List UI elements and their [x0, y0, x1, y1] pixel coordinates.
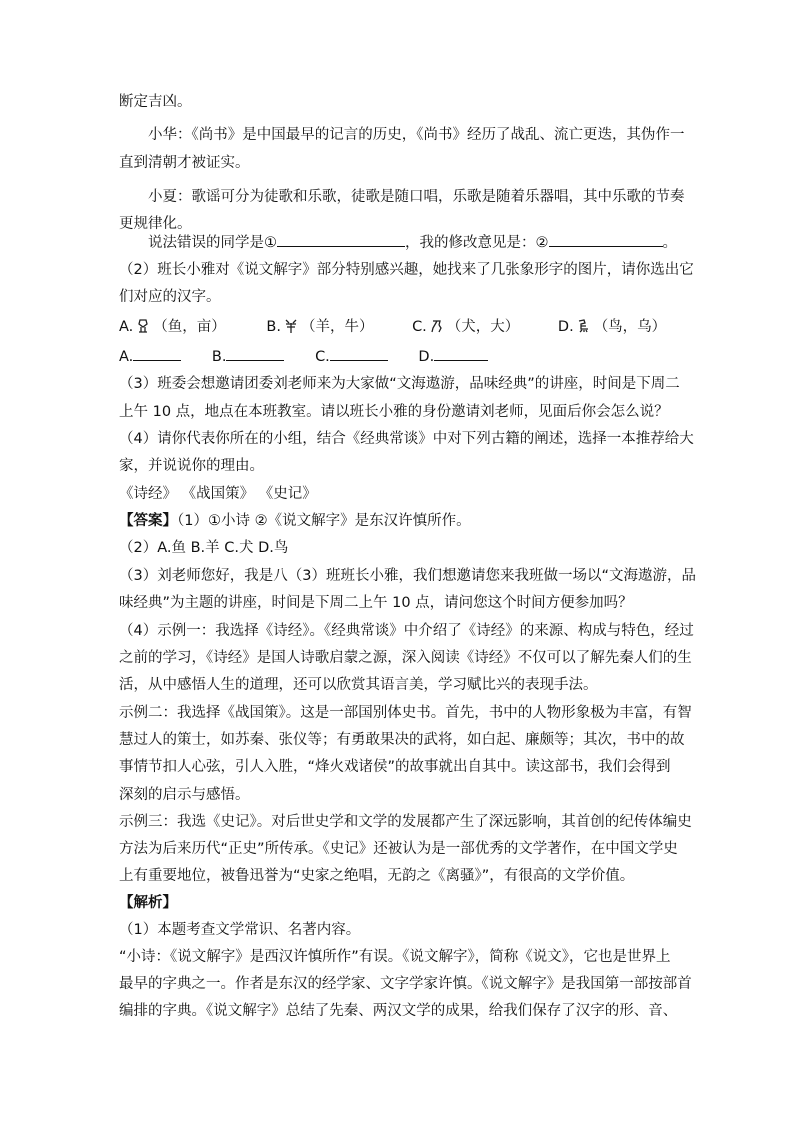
- text-line: 上有重要地位，被鲁迅誉为“史家之绝唱，无韵之《离骚》”，有很高的文学价值。: [119, 868, 635, 884]
- text-line: （1）本题考查文学常识、名著内容。: [119, 922, 361, 938]
- text-line: 方法为后来历代“正史”所传承。《史记》还被认为是一部优秀的文学著作，在中国文学史: [119, 841, 678, 857]
- answer-blank-row: [119, 346, 488, 367]
- text-line: 之前的学习，《诗经》是国人诗歌启蒙之源，深入阅读《诗经》不仅可以了解先秦人们的生: [119, 650, 692, 666]
- option-a: [119, 317, 226, 337]
- fill-blank-line: [148, 232, 677, 253]
- answer-blank-c[interactable]: [330, 346, 388, 361]
- option-choice: （鱼，亩）: [153, 319, 226, 335]
- option-label: D.: [418, 349, 435, 365]
- text-line: 示例三：我选《史记》。对后世史学和文学的发展都产生了深远影响，其首创的纪传体编史: [119, 814, 692, 830]
- text-line: 最早的字典之一。作者是东汉的经学家、文字学家许慎。《说文解字》是我国第一部按部首: [119, 976, 692, 992]
- text-line: 家，并说说你的理由。: [119, 458, 264, 474]
- text-line: 们对应的汉字。: [119, 289, 221, 305]
- text-line: “小诗：《说文解字》是西汉许慎所作”有误。《说文解字》，简称《说文》，它也是世界上: [119, 949, 671, 965]
- analysis-tag: 【解析】: [119, 895, 177, 911]
- option-d: [558, 317, 666, 337]
- text-line: 深刻的启示与感悟。: [119, 787, 250, 803]
- fish-glyph-icon: [135, 318, 151, 334]
- text-segment: 说法错误的同学是①: [148, 235, 277, 251]
- option-c: [412, 317, 519, 337]
- text-line: 事情节扣人心弦，引人入胜，“烽火戏诸侯”的故事就出自其中。读这部书，我们会得到: [119, 759, 671, 775]
- text-line: （2）班长小雅对《说文解字》部分特别感兴趣，她找来了几张象形字的图片，请你选出它: [119, 262, 694, 278]
- option-choice: （犬，大）: [446, 319, 520, 335]
- text-line: （3）刘老师您好，我是八（3）班班长小雅，我们想邀请您来我班做一场以“文海遨游，品: [119, 568, 696, 584]
- answer-blank-a[interactable]: [133, 346, 181, 361]
- bird-glyph-icon: [576, 318, 592, 334]
- text-line: （4）请你代表你所在的小组，结合《经典常谈》中对下列古籍的阐述，选择一本推荐给大: [119, 431, 694, 447]
- option-label: B.: [266, 319, 281, 335]
- option-label: A.: [119, 319, 134, 335]
- text-segment: （1）①小诗 ②《说文解字》是东汉许慎所作。: [177, 513, 471, 529]
- text-line: 《诗经》 《战国策》 《史记》: [119, 486, 317, 502]
- answer-blank[interactable]: [549, 232, 663, 247]
- text-line: 味经典”为主题的讲座，时间是下周二上午 10 点，请问您这个时间方便参加吗？: [119, 595, 633, 611]
- dog-glyph-icon: [429, 318, 445, 334]
- text-line: 更规律化。: [119, 216, 192, 232]
- option-label: C.: [412, 319, 427, 335]
- option-choice: （羊，牛）: [300, 319, 374, 335]
- option-b: [266, 317, 373, 337]
- text-line: （4）示例一：我选择《诗经》。《经典常谈》中介绍了《诗经》的来源、构成与特色，经过: [119, 623, 694, 639]
- text-line: 直到清朝才被证实。: [119, 155, 250, 171]
- option-row: [119, 317, 666, 337]
- answer-tag: 【答案】: [119, 513, 177, 529]
- text-line: 小华：《尚书》是中国最早的记言的历史，《尚书》经历了战乱、流亡更迭，其伪作一: [148, 127, 685, 143]
- option-label: C.: [315, 349, 330, 365]
- text-line: 编排的字典。《说文解字》总结了先秦、两汉文学的成果，给我们保存了汉字的形、音、: [119, 1003, 678, 1019]
- text-line: 上午 10 点，地点在本班教室。请以班长小雅的身份邀请刘老师，见面后你会怎么说？: [119, 404, 669, 420]
- answer-blank[interactable]: [277, 232, 405, 247]
- sheep-glyph-icon: [283, 318, 299, 334]
- answer-blank-b[interactable]: [226, 346, 284, 361]
- option-choice: （鸟，乌）: [593, 319, 667, 335]
- text-line: 断定吉凶。: [119, 94, 192, 110]
- option-label: B.: [211, 349, 227, 365]
- text-segment: ，我的修改意见是：②: [405, 235, 549, 251]
- answer-blank-d[interactable]: [434, 346, 488, 361]
- text-line: （2）A.鱼 B.羊 C.犬 D.鸟: [119, 540, 289, 556]
- text-line: 小夏：歌谣可分为徒歌和乐歌，徒歌是随口唱，乐歌是随着乐器唱，其中乐歌的节奏: [148, 189, 685, 205]
- option-label: A.: [119, 349, 134, 365]
- text-segment: 。: [662, 235, 677, 251]
- text-line: 活，从中感悟人生的道理，还可以欣赏其语言美，学习赋比兴的表现手法。: [119, 677, 598, 693]
- answer-header-line: [119, 511, 471, 531]
- text-line: （3）班委会想邀请团委刘老师来为大家做“文海遨游，品味经典”的讲座，时间是下周二: [119, 376, 680, 392]
- option-label: D.: [557, 319, 574, 335]
- text-line: 慧过人的策士，如苏秦、张仪等；有勇敢果决的武将，如白起、廉颇等；其次，书中的故: [119, 732, 685, 748]
- text-line: 示例二：我选择《战国策》。这是一部国别体史书。首先，书中的人物形象极为丰富，有智: [119, 705, 692, 721]
